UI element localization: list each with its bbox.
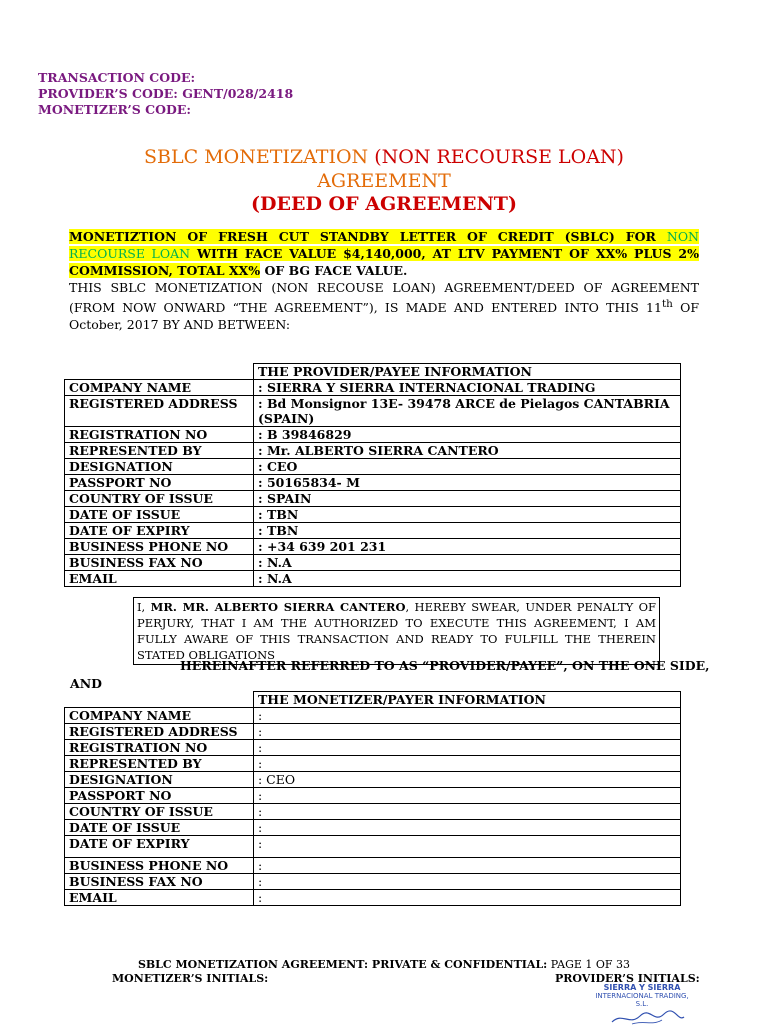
- footer-monetizer-initials: MONETIZER’S INITIALS:: [112, 972, 269, 985]
- table-row: [65, 804, 681, 820]
- row-value: :: [254, 820, 681, 836]
- row-value: :: [254, 788, 681, 804]
- row-value: :: [254, 756, 681, 772]
- row-value: : SPAIN: [254, 491, 681, 507]
- row-label: REPRESENTED BY: [65, 443, 254, 459]
- row-value: : CEO: [254, 459, 681, 475]
- row-label: DESIGNATION: [65, 772, 254, 788]
- intro-highlight-paragraph: [69, 228, 699, 279]
- table-row: [65, 874, 681, 890]
- row-value: :: [254, 724, 681, 740]
- provider-header-blank-cell: [65, 364, 254, 380]
- intro-para-text: THIS SBLC MONETIZATION (NON RECOUSE LOAN) AGREEMENT/DEED OF AGREEMENT (FROM NOW ONWARD “THE AGREEMENT”), IS MADE AND ENTERED INTO THIS 11: [69, 280, 699, 316]
- table-row: [65, 858, 681, 874]
- sworn-prefix: I,: [137, 600, 151, 614]
- intro-para-superscript: th: [661, 298, 673, 310]
- table-row: [65, 475, 681, 491]
- row-label: BUSINESS FAX NO: [65, 555, 254, 571]
- title-non-recourse-loan: (NON RECOURSE LOAN): [374, 146, 624, 168]
- sworn-statement-box: [133, 597, 660, 665]
- table-row: [65, 724, 681, 740]
- row-value: : N.A: [254, 555, 681, 571]
- intro-highlight-a: MONETIZTION OF FRESH CUT STANDBY LETTER OF CREDIT (SBLC) FOR: [69, 229, 667, 244]
- row-value: : +34 639 201 231: [254, 539, 681, 555]
- stamp-line-1: SIERRA Y SIERRA: [603, 983, 681, 992]
- row-label: DATE OF ISSUE: [65, 507, 254, 523]
- table-row: [65, 820, 681, 836]
- intro-highlight-green: NON RECOURSE LOAN: [69, 229, 699, 261]
- footer-provider-initials: PROVIDER’S INITIALS:: [555, 972, 700, 985]
- table-row: [65, 890, 681, 906]
- row-label: EMAIL: [65, 571, 254, 587]
- document-codes: [38, 70, 293, 118]
- sworn-text: , HEREBY SWEAR, UNDER PENALTY OF PERJURY, THAT I AM THE AUTHORIZED TO EXECUTE THIS AGREEMENT, I AM FULLY AWARE OF THIS TRANSACTION AND READY TO FULFILL THE THEREIN STATED OBLIGATIONS: [137, 600, 657, 662]
- sworn-name: MR. MR. ALBERTO SIERRA CANTERO: [150, 600, 406, 614]
- table-row: [65, 740, 681, 756]
- table-row: [65, 396, 681, 427]
- row-label: PASSPORT NO: [65, 475, 254, 491]
- row-value: : B 39846829: [254, 427, 681, 443]
- table-row: [65, 836, 681, 858]
- footer-page-number: PAGE 1 OF 33: [547, 958, 631, 971]
- intro-highlight-b: WITH FACE VALUE $4,140,000, AT LTV PAYMENT OF XX% PLUS 2% COMMISSION, TOTAL XX%: [69, 246, 699, 278]
- row-value: : TBN: [254, 507, 681, 523]
- row-label: EMAIL: [65, 890, 254, 906]
- table-row: [65, 539, 681, 555]
- provider-info-table: [64, 363, 681, 587]
- monetizer-table-header: THE MONETIZER/PAYER INFORMATION: [254, 692, 681, 708]
- row-label: REPRESENTED BY: [65, 756, 254, 772]
- footer-confidential: [0, 958, 768, 971]
- row-label: COMPANY NAME: [65, 708, 254, 724]
- table-row: [65, 443, 681, 459]
- row-value: :: [254, 890, 681, 906]
- row-label: BUSINESS FAX NO: [65, 874, 254, 890]
- title-line-2: AGREEMENT: [317, 170, 451, 192]
- footer-confidential-label: SBLC MONETIZATION AGREEMENT: PRIVATE & CONFIDENTIAL:: [137, 958, 548, 971]
- table-row: [65, 788, 681, 804]
- provider-code: PROVIDER’S CODE: GENT/028/2418: [38, 86, 294, 101]
- row-label: REGISTERED ADDRESS: [65, 724, 254, 740]
- monetizer-table-header-row: [65, 692, 681, 708]
- table-row: [65, 380, 681, 396]
- row-label: COUNTRY OF ISSUE: [65, 491, 254, 507]
- intro-para-end: OF October, 2017 BY AND BETWEEN:: [69, 300, 699, 333]
- intro-after-highlight: OF BG FACE VALUE.: [260, 263, 408, 278]
- row-value: :: [254, 836, 681, 858]
- table-row: [65, 491, 681, 507]
- title-line-1: [0, 146, 768, 168]
- transaction-code: TRANSACTION CODE:: [38, 70, 196, 85]
- row-value: : SIERRA Y SIERRA INTERNACIONAL TRADING: [254, 380, 681, 396]
- stamp-line-2: INTERNACIONAL TRADING, S.L.: [595, 992, 689, 1008]
- hereinafter-provider: HEREINAFTER REFERRED TO AS “PROVIDER/PAYEE”, ON THE ONE SIDE,: [180, 658, 710, 673]
- row-value: :: [254, 858, 681, 874]
- table-row: [65, 507, 681, 523]
- row-label: DATE OF EXPIRY: [65, 523, 254, 539]
- row-value: :: [254, 874, 681, 890]
- row-label: COMPANY NAME: [65, 380, 254, 396]
- and-label: AND: [70, 676, 102, 691]
- table-row: [65, 756, 681, 772]
- table-row: [65, 772, 681, 788]
- row-value: : N.A: [254, 571, 681, 587]
- row-label: PASSPORT NO: [65, 788, 254, 804]
- monetizer-info-table: [64, 691, 681, 906]
- table-row: [65, 523, 681, 539]
- row-value: : Mr. ALBERTO SIERRA CANTERO: [254, 443, 681, 459]
- intro-section: [69, 228, 699, 333]
- row-label: DATE OF ISSUE: [65, 820, 254, 836]
- table-row: [65, 427, 681, 443]
- row-value: :: [254, 804, 681, 820]
- row-value: : Bd Monsignor 13E- 39478 ARCE de Pielagos CANTABRIA (SPAIN): [254, 396, 681, 427]
- table-row: [65, 571, 681, 587]
- table-row: [65, 555, 681, 571]
- company-stamp: [592, 984, 692, 1022]
- table-row: [65, 708, 681, 724]
- monetizer-code: MONETIZER’S CODE:: [38, 102, 191, 117]
- row-label: BUSINESS PHONE NO: [65, 858, 254, 874]
- row-value: :: [254, 740, 681, 756]
- row-label: BUSINESS PHONE NO: [65, 539, 254, 555]
- table-row: [65, 459, 681, 475]
- row-value: : 50165834- M: [254, 475, 681, 491]
- row-value: :: [254, 708, 681, 724]
- row-label: REGISTRATION NO: [65, 427, 254, 443]
- signature-mark: [592, 1008, 692, 1028]
- row-label: REGISTRATION NO: [65, 740, 254, 756]
- intro-agreement-paragraph: [69, 279, 699, 333]
- row-value: : CEO: [254, 772, 681, 788]
- provider-table-header: THE PROVIDER/PAYEE INFORMATION: [254, 364, 681, 380]
- title-sblc-monetization: SBLC MONETIZATION: [144, 146, 375, 168]
- provider-table-header-row: [65, 364, 681, 380]
- title-line-3: (DEED OF AGREEMENT): [251, 193, 517, 215]
- row-value: : TBN: [254, 523, 681, 539]
- row-label: COUNTRY OF ISSUE: [65, 804, 254, 820]
- row-label: DATE OF EXPIRY: [65, 836, 254, 858]
- monetizer-header-blank-cell: [65, 692, 254, 708]
- row-label: DESIGNATION: [65, 459, 254, 475]
- row-label: REGISTERED ADDRESS: [65, 396, 254, 427]
